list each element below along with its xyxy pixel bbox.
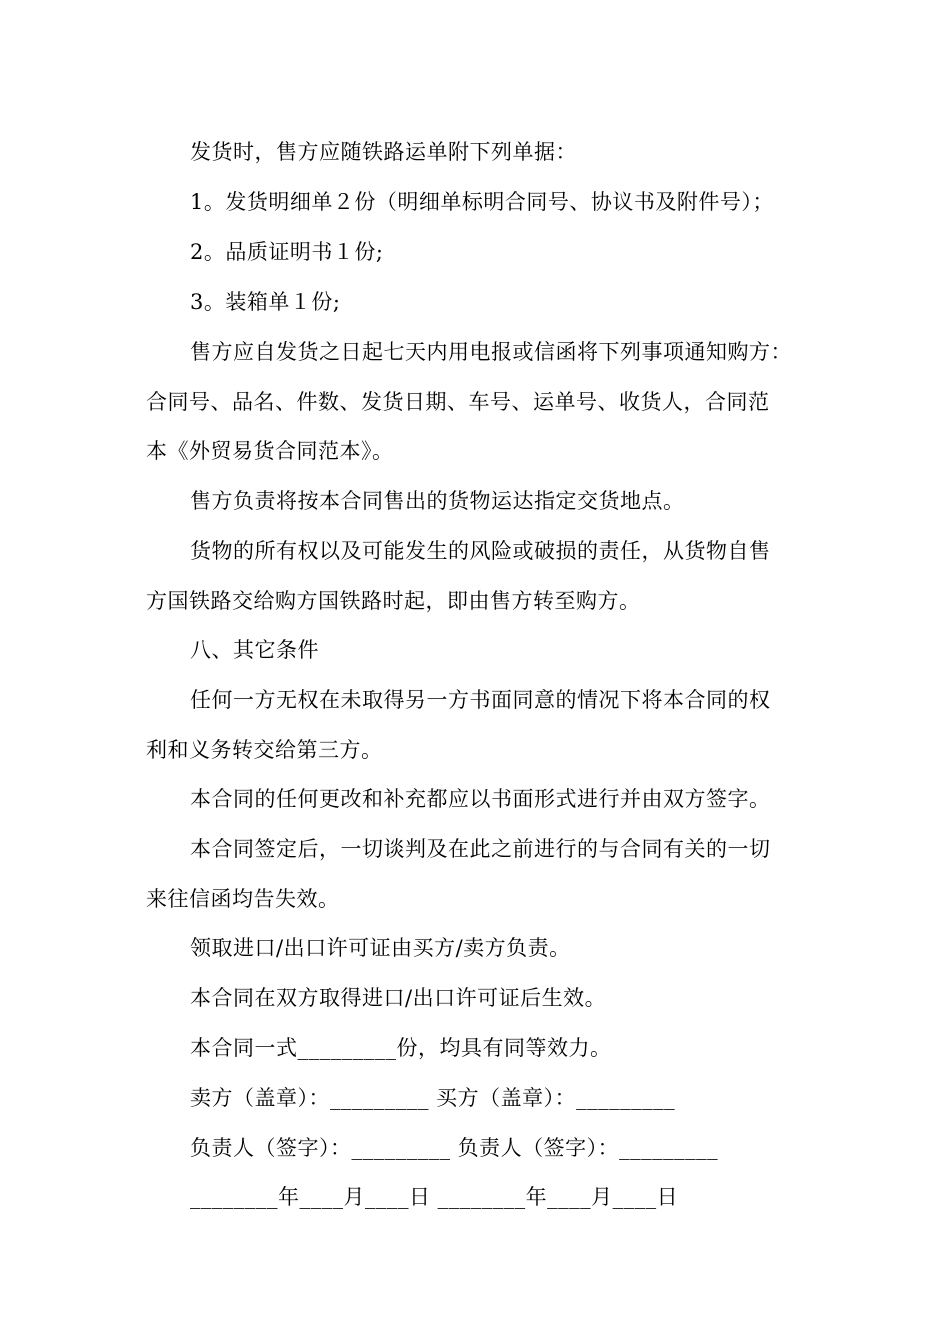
paragraph-delivery: 售方负责将按本合同售出的货物运达指定交货地点。 xyxy=(190,489,685,513)
paragraph-ownership-line-1: 货物的所有权以及可能发生的风险或破损的责任，从货物自售 xyxy=(190,539,771,563)
paragraph-amendments: 本合同的任何更改和补充都应以书面形式进行并由双方签字。 xyxy=(190,787,771,811)
paragraph-supersede-line-2: 来往信函均告失效。 xyxy=(146,887,340,911)
paragraph-license: 领取进口/出口许可证由买方/卖方负责。 xyxy=(190,936,571,960)
signature-seal-line: 卖方（盖章）：_________ 买方（盖章）：_________ xyxy=(190,1086,676,1110)
list-item-1: 1。发货明细单２份（明细单标明合同号、协议书及附件号）； xyxy=(190,190,774,214)
paragraph-notice-line-3: 本《外贸易货合同范本》。 xyxy=(146,439,394,463)
paragraph-shipping-documents: 发货时，售方应随铁路运单附下列单据： xyxy=(190,140,577,164)
paragraph-effective: 本合同在双方取得进口/出口许可证后生效。 xyxy=(190,986,607,1010)
paragraph-supersede-line-1: 本合同签定后，一切谈判及在此之前进行的与合同有关的一切 xyxy=(190,837,771,861)
list-item-3: 3。装箱单１份; xyxy=(190,290,341,314)
paragraph-notice-line-1: 售方应自发货之日起七天内用电报或信函将下列事项通知购方： xyxy=(190,340,792,364)
paragraph-transfer-line-1: 任何一方无权在未取得另一方书面同意的情况下将本合同的权 xyxy=(190,688,771,712)
signature-date-line: ________年____月____日 ________年____月____日 xyxy=(190,1185,679,1209)
signature-representative-line: 负责人（签字）：_________ 负责人（签字）：_________ xyxy=(190,1136,719,1160)
paragraph-copies: 本合同一式_________份，均具有同等效力。 xyxy=(190,1036,612,1060)
paragraph-ownership-line-2: 方国铁路交给购方国铁路时起，即由售方转至购方。 xyxy=(146,589,641,613)
paragraph-transfer-line-2: 利和义务转交给第三方。 xyxy=(146,738,383,762)
section-heading-other-terms: 八、其它条件 xyxy=(190,638,319,662)
list-item-2: 2。品质证明书１份; xyxy=(190,240,384,264)
paragraph-notice-line-2: 合同号、品名、件数、发货日期、车号、运单号、收货人，合同范 xyxy=(146,390,770,414)
